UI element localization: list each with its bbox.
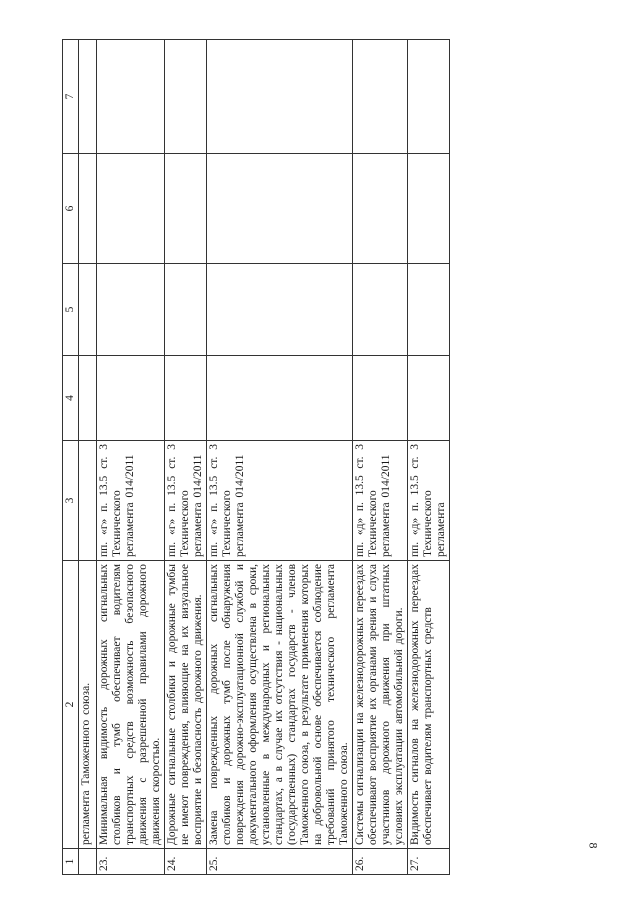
blank-cell: [207, 154, 353, 264]
header-cell-2: 2: [63, 561, 79, 849]
header-cell-7: 7: [63, 40, 79, 154]
blank-cell: [207, 40, 353, 154]
blank-cell: [79, 40, 97, 154]
table-row: [207, 40, 353, 875]
blank-cell: [353, 40, 408, 154]
requirement-text: Системы сигнализации на железнодорожных переездах обеспечивают восприятие их органами зрения и слуха участников дорожного движения при штатных условиях эксплуатации автомобильной дороги.: [353, 561, 408, 849]
blank-cell: [165, 154, 207, 264]
page-number: 8: [586, 842, 601, 849]
row-number: 23.: [97, 849, 165, 875]
blank-cell: [97, 264, 165, 356]
header-cell-3: 3: [63, 441, 79, 561]
table-row: [165, 40, 207, 875]
blank-cell: [79, 849, 97, 875]
header-cell-5: 5: [63, 264, 79, 356]
blank-cell: [408, 154, 450, 264]
header-row: [63, 40, 79, 875]
blank-cell: [353, 154, 408, 264]
blank-cell: [97, 154, 165, 264]
regulation-reference: пп. «д» п. 13.5 ст. 3 Технического регламента 014/2011: [353, 441, 408, 561]
requirement-text: Дорожные сигнальные столбики и дорожные тумбы не имеют повреждения, влияющие на их визуальное восприятие и безопасность дорожного движения.: [165, 561, 207, 849]
blank-cell: [97, 356, 165, 441]
blank-cell: [408, 264, 450, 356]
blank-cell: [79, 356, 97, 441]
blank-cell: [353, 356, 408, 441]
rotated-table-container: [62, 40, 630, 875]
table-row: [408, 40, 450, 875]
blank-cell: [79, 154, 97, 264]
blank-cell: [165, 264, 207, 356]
requirements-table: [62, 39, 450, 875]
blank-cell: [79, 264, 97, 356]
blank-cell: [408, 356, 450, 441]
continuation-row: [79, 40, 97, 875]
regulation-reference: пп. «г» п. 13.5 ст. 3 Технического регламента 014/2011: [165, 441, 207, 561]
blank-cell: [97, 40, 165, 154]
blank-cell: [207, 356, 353, 441]
regulation-reference: пп. «д» п. 13.5 ст. 3 Технического регламента: [408, 441, 450, 561]
row-number: 26.: [353, 849, 408, 875]
requirement-text: Минимальная видимость дорожных сигнальных столбиков и тумб обеспечивает водителям транспортных средств возможность безопасного движения с разрешенной правилами дорожного движения скоростью.: [97, 561, 165, 849]
blank-cell: [165, 40, 207, 154]
row-number: 25.: [207, 849, 353, 875]
row-number: 24.: [165, 849, 207, 875]
header-cell-6: 6: [63, 154, 79, 264]
header-cell-1: 1: [63, 849, 79, 875]
blank-cell: [79, 441, 97, 561]
blank-cell: [408, 40, 450, 154]
requirement-text: Замена поврежденных дорожных сигнальных столбиков и дорожных тумб после обнаружения повреждения дорожно-эксплуатационной службой и документального оформления осуществлена в сроки, установленные в международных и региональных стандартах, а в случае их отсутствия - национальных (государственных) стандартах государств - членов Таможенного союза, в результате применения которых на добровольной основе обеспечивается соблюдение требований принятого технического регламента Таможенного союза.: [207, 561, 353, 849]
continuation-text: регламента Таможенного союза.: [79, 561, 97, 849]
blank-cell: [207, 264, 353, 356]
table-row: [353, 40, 408, 875]
blank-cell: [165, 356, 207, 441]
table-row: [97, 40, 165, 875]
requirement-text: Видимость сигналов на железнодорожных переездах обеспечивает водителям транспортных средств: [408, 561, 450, 849]
regulation-reference: пп. «г» п. 13.5 ст. 3 Технического регламента 014/2011: [97, 441, 165, 561]
header-cell-4: 4: [63, 356, 79, 441]
regulation-reference: пп. «г» п. 13.5 ст. 3 Технического регламента 014/2011: [207, 441, 353, 561]
row-number: 27.: [408, 849, 450, 875]
blank-cell: [353, 264, 408, 356]
